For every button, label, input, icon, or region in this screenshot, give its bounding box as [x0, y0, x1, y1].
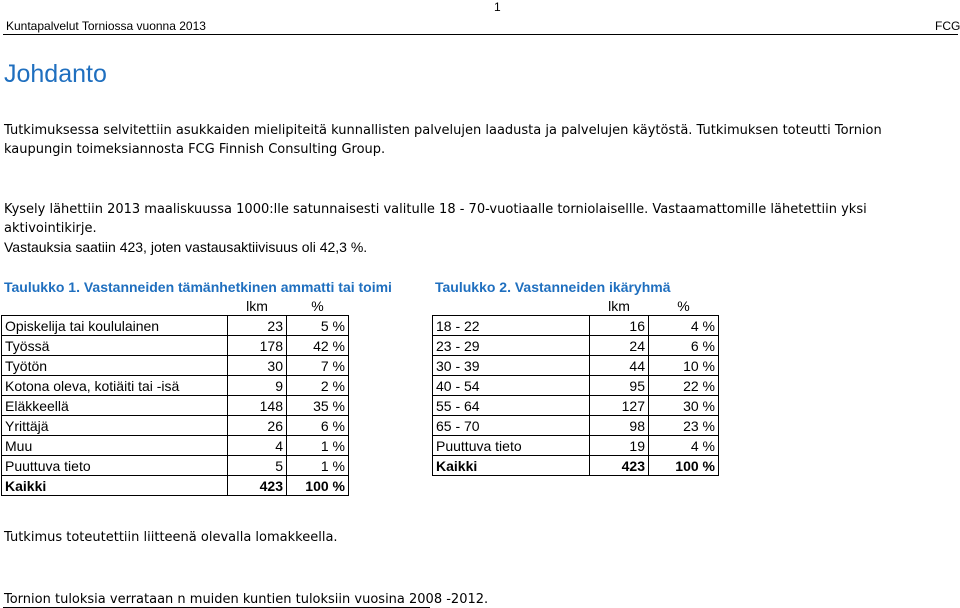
row-lkm: 127	[590, 396, 649, 416]
response-rate-paragraph: Vastauksia saatiin 423, joten vastausaktiivisuus oli 42,3 %.	[4, 239, 368, 255]
row-lkm: 30	[228, 356, 287, 376]
header-pct: %	[677, 297, 690, 314]
row-pct: 6 %	[649, 336, 719, 356]
occupation-table	[1, 296, 349, 496]
table-row	[2, 456, 349, 476]
row-lkm: 178	[228, 336, 287, 356]
row-pct: 23 %	[649, 416, 719, 436]
row-pct: 22 %	[649, 376, 719, 396]
header-lkm: lkm	[608, 297, 630, 314]
table-row	[433, 416, 719, 436]
row-lkm: 16	[590, 316, 649, 336]
table-row	[2, 476, 349, 496]
row-label: Puuttuva tieto	[433, 436, 590, 456]
row-label: Työssä	[2, 336, 228, 356]
table-row	[433, 456, 719, 476]
table-row	[433, 376, 719, 396]
row-label: Kotona oleva, kotiäiti tai -isä	[2, 376, 228, 396]
table-row	[433, 436, 719, 456]
table-row	[433, 356, 719, 376]
row-lkm: 423	[228, 476, 287, 496]
header-left-text: Kuntapalvelut Torniossa vuonna 2013	[6, 19, 206, 33]
survey-paragraph: Kysely lähettiin 2013 maaliskuussa 1000:lle satunnaisesti valitulle 18 - 70-vuotiaalle torniolaisellle. Vastaamattomille lähetettiin yksi aktivointikirje.	[4, 202, 867, 236]
row-label: Työtön	[2, 356, 228, 376]
row-pct: 1 %	[287, 456, 349, 476]
table-row	[2, 316, 349, 336]
header-empty	[2, 296, 228, 316]
row-lkm: 23	[228, 316, 287, 336]
table-header-row	[2, 296, 349, 316]
header-lkm: lkm	[246, 297, 268, 314]
row-pct: 35 %	[287, 396, 349, 416]
table-header-row	[433, 296, 719, 316]
header-empty	[433, 296, 590, 316]
table-row	[2, 356, 349, 376]
row-lkm: 148	[228, 396, 287, 416]
row-label: 18 - 22	[433, 316, 590, 336]
row-pct: 5 %	[287, 316, 349, 336]
row-lkm: 24	[590, 336, 649, 356]
row-pct: 7 %	[287, 356, 349, 376]
row-label: Yrittäjä	[2, 416, 228, 436]
row-lkm: 4	[228, 436, 287, 456]
row-pct: 100 %	[287, 476, 349, 496]
row-lkm: 423	[590, 456, 649, 476]
row-lkm: 26	[228, 416, 287, 436]
table-row	[433, 336, 719, 356]
comparison-note: Tornion tuloksia verrataan n muiden kuntien tuloksiin vuosina 2008 -2012.	[4, 592, 489, 607]
table-row	[2, 376, 349, 396]
row-lkm: 44	[590, 356, 649, 376]
row-pct: 1 %	[287, 436, 349, 456]
intro-paragraph: Tutkimuksessa selvitettiin asukkaiden mielipiteitä kunnallisten palvelujen laadusta ja palvelujen käytöstä. Tutkimuksen toteutti Tornion kaupungin toimeksiannosta FCG Finnish Consulting Group.	[4, 123, 882, 157]
row-label: Muu	[2, 436, 228, 456]
row-pct: 42 %	[287, 336, 349, 356]
row-lkm: 98	[590, 416, 649, 436]
row-label: Opiskelija tai koululainen	[2, 316, 228, 336]
table-row	[433, 316, 719, 336]
row-pct: 30 %	[649, 396, 719, 416]
row-pct: 6 %	[287, 416, 349, 436]
table-row	[2, 396, 349, 416]
row-pct: 10 %	[649, 356, 719, 376]
row-label: 30 - 39	[433, 356, 590, 376]
row-lkm: 9	[228, 376, 287, 396]
row-label: Eläkkeellä	[2, 396, 228, 416]
header-pct: %	[311, 297, 324, 314]
table-row	[2, 436, 349, 456]
row-pct: 2 %	[287, 376, 349, 396]
row-pct: 100 %	[649, 456, 719, 476]
header-right-text: FCG	[935, 19, 960, 33]
row-lkm: 5	[228, 456, 287, 476]
row-pct: 4 %	[649, 316, 719, 336]
table1-caption: Taulukko 1. Vastanneiden tämänhetkinen ammatti tai toimi	[4, 279, 392, 295]
page-number: 1	[494, 0, 501, 14]
row-lkm: 95	[590, 376, 649, 396]
age-group-table	[432, 296, 719, 476]
table-row	[2, 416, 349, 436]
row-label: 55 - 64	[433, 396, 590, 416]
row-label: Kaikki	[433, 456, 590, 476]
row-label: Puuttuva tieto	[2, 456, 228, 476]
questionnaire-note: Tutkimus toteutettiin liitteenä olevalla lomakkeella.	[4, 530, 338, 545]
row-lkm: 19	[590, 436, 649, 456]
table-row	[433, 396, 719, 416]
table-row	[2, 336, 349, 356]
table2-caption: Taulukko 2. Vastanneiden ikäryhmä	[435, 279, 671, 295]
row-label: 23 - 29	[433, 336, 590, 356]
page-title: Johdanto	[4, 60, 107, 88]
row-label: 65 - 70	[433, 416, 590, 436]
row-pct: 4 %	[649, 436, 719, 456]
header-divider	[3, 34, 958, 35]
row-label: Kaikki	[2, 476, 228, 496]
row-label: 40 - 54	[433, 376, 590, 396]
